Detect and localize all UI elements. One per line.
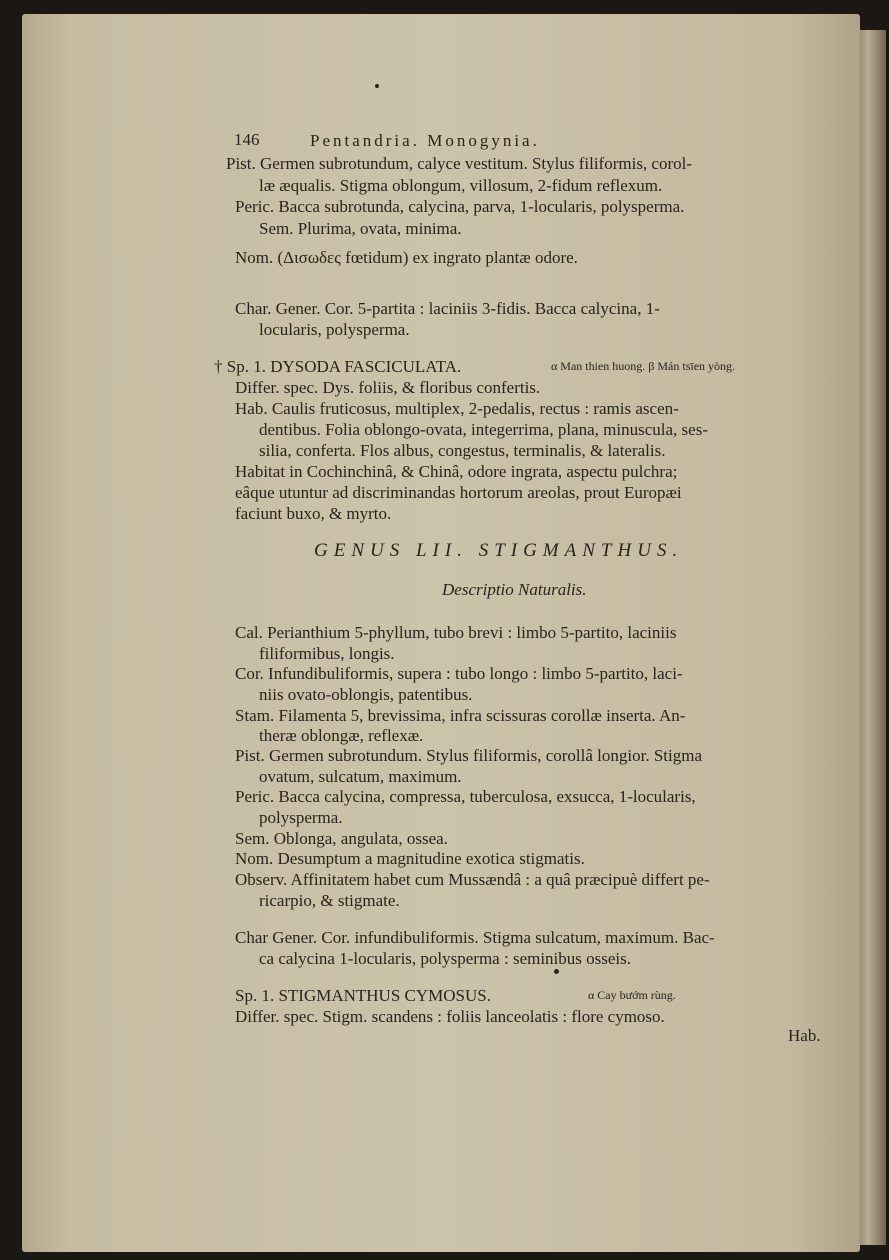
vernacular-names: α Cay bướm rùng. (588, 988, 676, 1002)
catchword: Hab. (788, 1026, 821, 1045)
book-page (22, 14, 860, 1252)
text-line: Nom. (Δισωδες fœtidum) ex ingrato plantæ odore. (235, 248, 578, 267)
text-line: Sem. Plurima, ovata, minima. (259, 219, 462, 238)
species-heading: Sp. 1. STIGMANTHUS CYMOSUS. (235, 986, 491, 1005)
text-line: Differ. spec. Dys. foliis, & floribus confertis. (235, 378, 541, 397)
vernacular-names: α Man thien huong. β Mán tsīen yòng. (551, 359, 736, 373)
text-line: filiformibus, longis. (259, 644, 395, 663)
text-line: locularis, polysperma. (259, 320, 410, 339)
text-line: ricarpio, & stigmate. (259, 891, 400, 910)
text-line: Hab. Caulis fruticosus, multiplex, 2-pedalis, rectus : ramis ascen- (235, 399, 679, 418)
text-line: Peric. Bacca subrotunda, calycina, parva, 1-locularis, polysperma. (235, 197, 685, 216)
ink-spot (375, 84, 379, 88)
species-heading: † Sp. 1. DYSODA FASCICULATA. (214, 357, 462, 376)
text-line: eâque utuntur ad discriminandas hortorum areolas, prout Europæi (235, 483, 682, 502)
text-line: Cor. Infundibuliformis, supera : tubo longo : limbo 5-partito, laci- (235, 664, 683, 683)
text-line: Char. Gener. Cor. 5-partita : laciniis 3-fidis. Bacca calycina, 1- (235, 299, 660, 318)
text-line: silia, conferta. Flos albus, congestus, terminalis, & lateralis. (259, 441, 666, 460)
section-heading: Descriptio Naturalis. (442, 580, 587, 599)
text-line: læ æqualis. Stigma oblongum, villosum, 2-fidum reflexum. (259, 176, 663, 195)
running-title: Pentandria. Monogynia. (310, 131, 540, 150)
text-line: ovatum, sulcatum, maximum. (259, 767, 462, 786)
text-line: dentibus. Folia oblongo-ovata, integerrima, plana, minuscula, ses- (259, 420, 708, 439)
text-line: Sem. Oblonga, angulata, ossea. (235, 829, 448, 848)
text-line: Observ. Affinitatem habet cum Mussændâ : a quâ præcipuè differt pe- (235, 870, 710, 889)
text-line: theræ oblongæ, reflexæ. (259, 726, 424, 745)
text-line: Cal. Perianthium 5-phyllum, tubo brevi : limbo 5-partito, laciniis (235, 623, 677, 642)
book-page-edge (856, 30, 886, 1245)
text-line: Habitat in Cochinchinâ, & Chinâ, odore ingrata, aspectu pulchra; (235, 462, 678, 481)
text-line: faciunt buxo, & myrto. (235, 504, 392, 523)
text-line: Stam. Filamenta 5, brevissima, infra scissuras corollæ inserta. An- (235, 706, 686, 725)
ink-spot (554, 969, 559, 974)
text-line: Pist. Germen subrotundum, calyce vestitum. Stylus filiformis, corol- (226, 154, 693, 173)
text-line: ca calycina 1-locularis, polysperma : seminibus osseis. (259, 949, 632, 968)
text-line: Pist. Germen subrotundum. Stylus filiformis, corollâ longior. Stigma (235, 746, 703, 765)
text-line: Nom. Desumptum a magnitudine exotica stigmatis. (235, 849, 585, 868)
text-line: niis ovato-oblongis, patentibus. (259, 685, 473, 704)
text-line: polysperma. (259, 808, 343, 827)
text-line: Char Gener. Cor. infundibuliformis. Stigma sulcatum, maximum. Bac- (235, 928, 715, 947)
page-number: 146 (234, 130, 260, 149)
genus-heading: GENUS LII. STIGMANTHUS. (314, 540, 684, 561)
text-line: Peric. Bacca calycina, compressa, tuberculosa, exsucca, 1-locularis, (235, 787, 696, 806)
text-line: Differ. spec. Stigm. scandens : foliis lanceolatis : flore cymoso. (235, 1007, 665, 1026)
